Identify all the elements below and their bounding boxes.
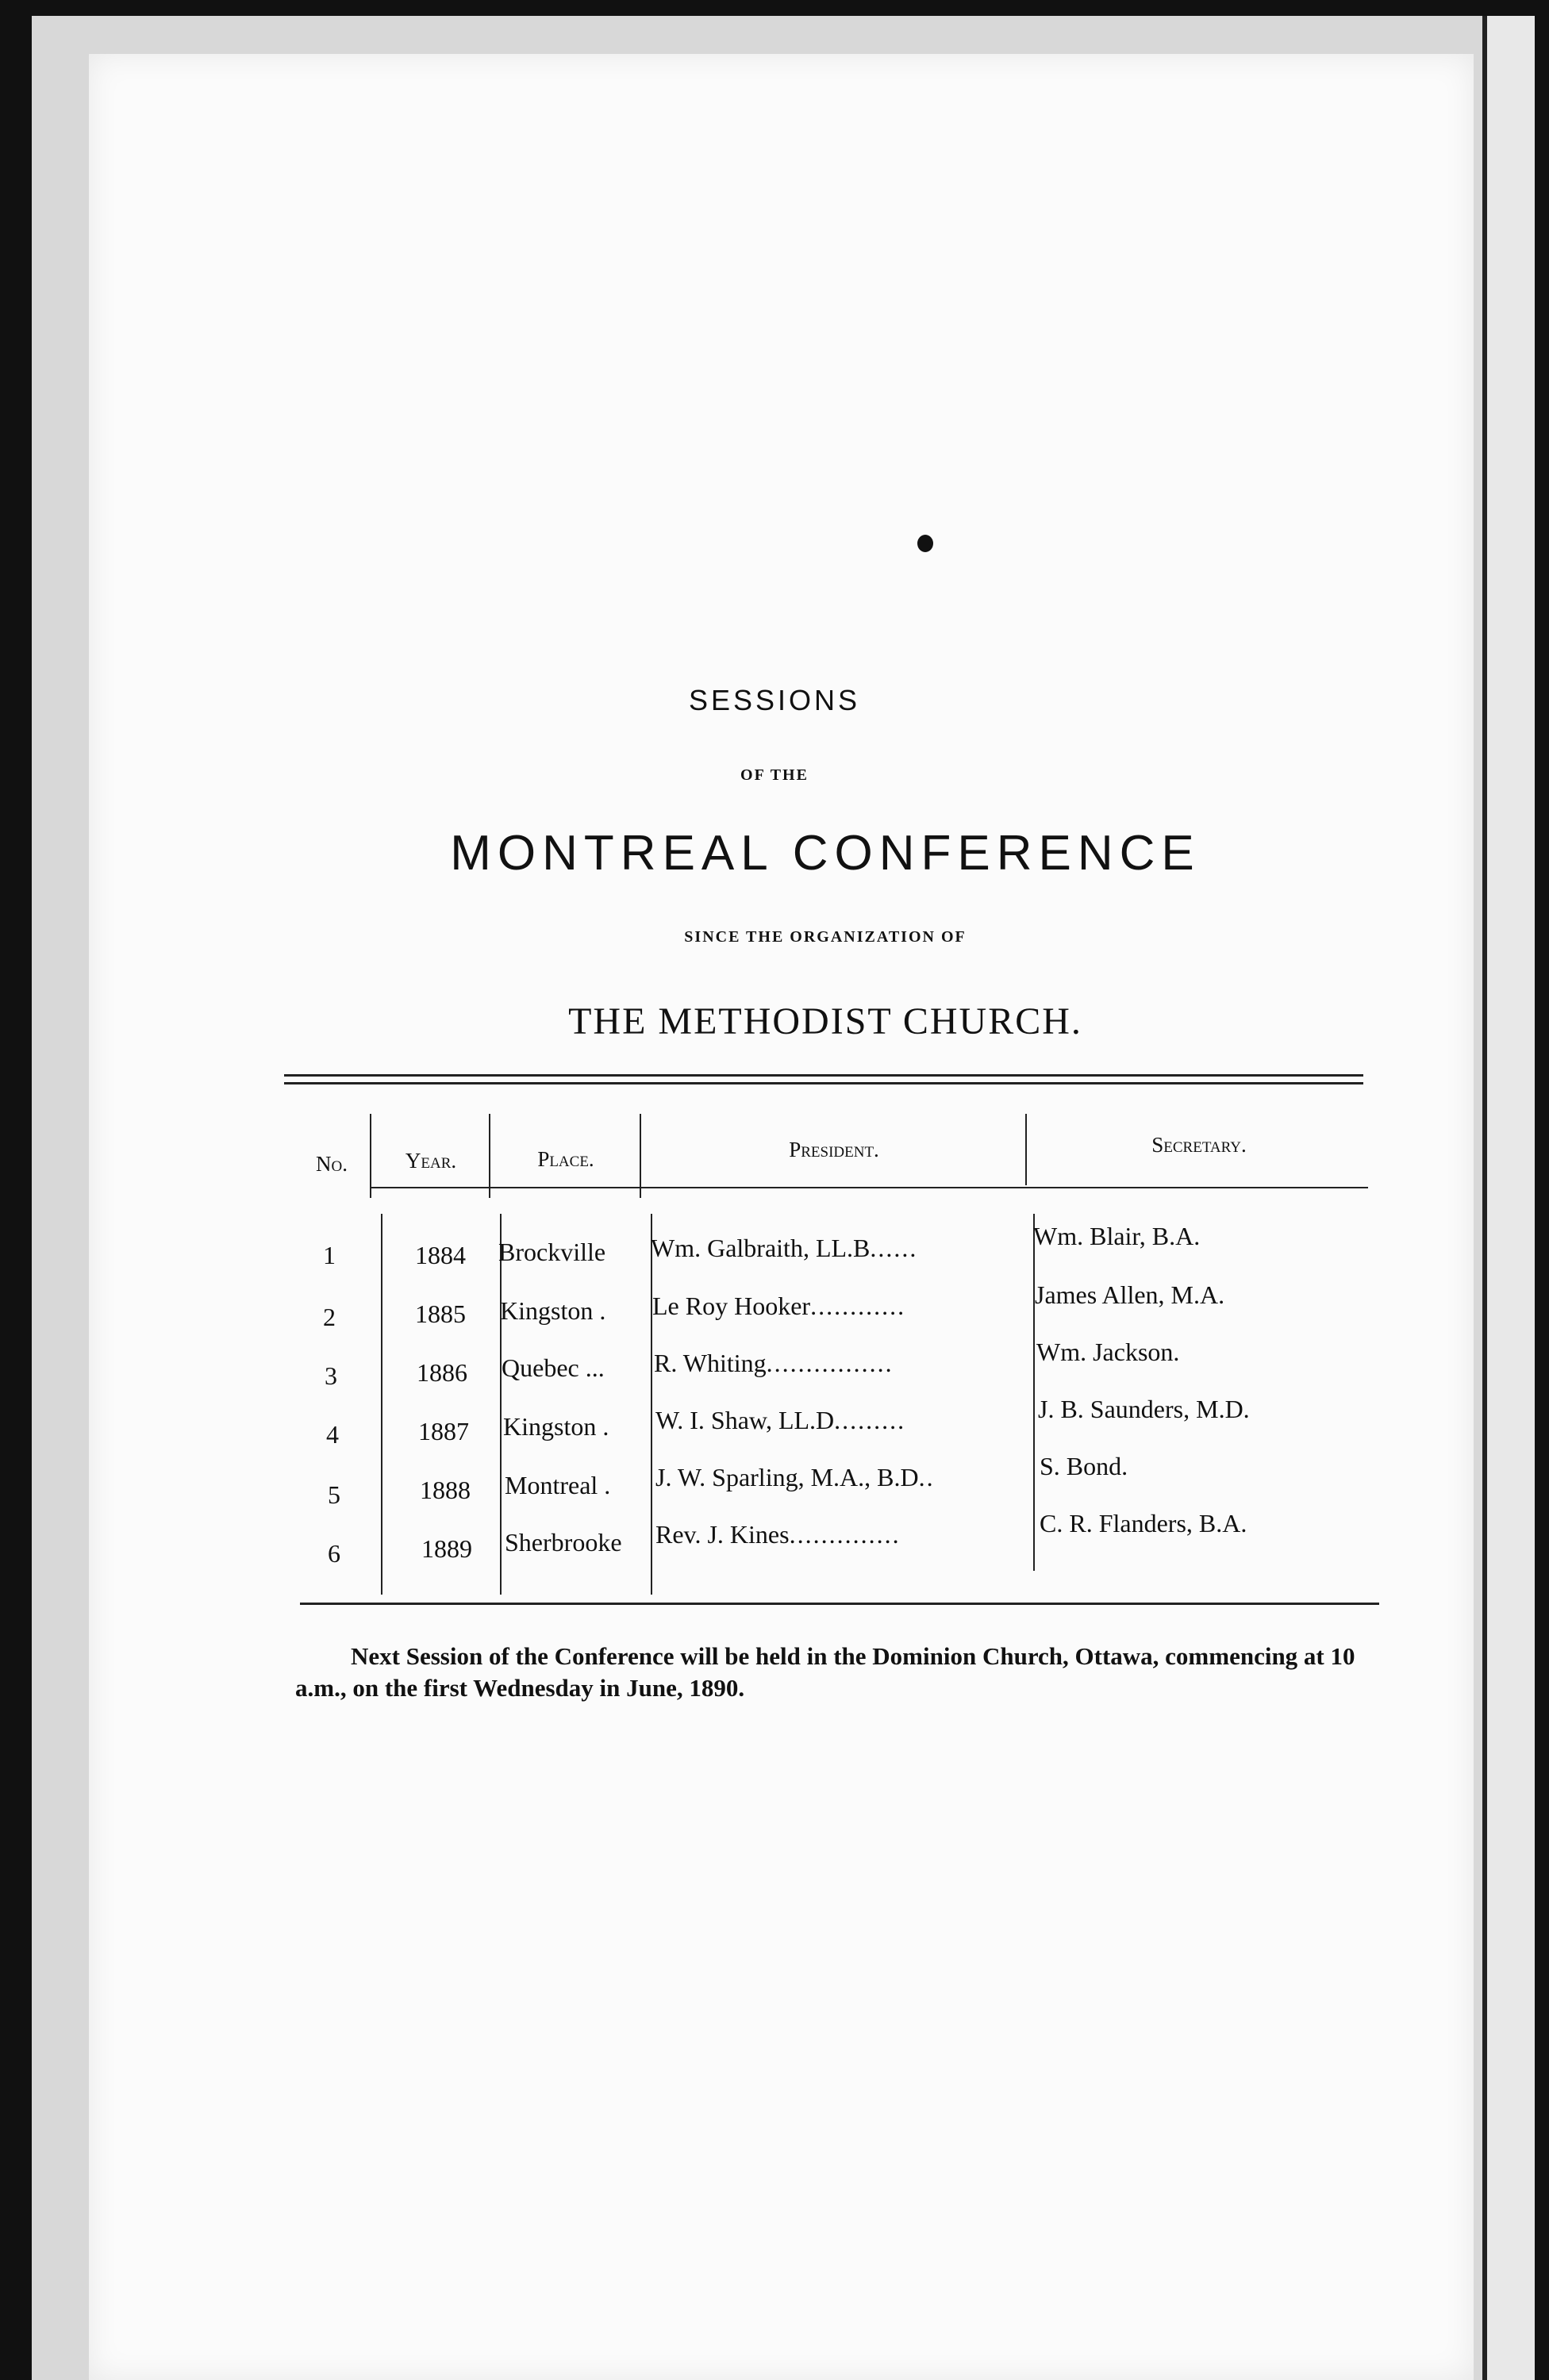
cell-year: 1887 bbox=[418, 1417, 469, 1445]
column-divider bbox=[1033, 1214, 1035, 1571]
table-top-rule-2 bbox=[284, 1082, 1363, 1084]
cell-president: Wm. Galbraith, LL.B...... bbox=[651, 1234, 918, 1262]
adjacent-page-edge bbox=[1482, 16, 1535, 2380]
column-divider bbox=[640, 1114, 641, 1198]
cell-place: Quebec ... bbox=[502, 1353, 605, 1382]
cell-year: 1888 bbox=[420, 1476, 471, 1504]
column-divider bbox=[370, 1114, 371, 1198]
cell-no: 1 bbox=[323, 1241, 336, 1269]
cell-president: R. Whiting................ bbox=[654, 1349, 894, 1377]
cell-secretary: Wm. Blair, B.A. bbox=[1033, 1222, 1201, 1250]
heading-conference: MONTREAL CONFERENCE bbox=[450, 826, 1201, 881]
heading-sessions: SESSIONS bbox=[688, 684, 861, 716]
heading-of-the: OF THE bbox=[740, 766, 809, 784]
cell-year: 1885 bbox=[415, 1299, 466, 1328]
header-place: Place. bbox=[537, 1147, 594, 1171]
header-president: President. bbox=[789, 1138, 879, 1161]
ink-dot bbox=[917, 535, 933, 552]
cell-president: W. I. Shaw, LL.D......... bbox=[655, 1406, 906, 1434]
cell-secretary: S. Bond. bbox=[1040, 1452, 1128, 1480]
cell-place: Montreal . bbox=[505, 1471, 611, 1499]
cell-year: 1884 bbox=[415, 1241, 466, 1269]
cell-president: Le Roy Hooker............ bbox=[652, 1292, 906, 1320]
cell-no: 3 bbox=[325, 1361, 337, 1390]
cell-president: Rev. J. Kines.............. bbox=[655, 1520, 901, 1549]
next-session-note: Next Session of the Conference will be held in the Dominion Church, Ottawa, commencing at 10 a.m., on the first Wednesday in June, 1890. bbox=[295, 1642, 1355, 1702]
heading-since: SINCE THE ORGANIZATION OF bbox=[684, 928, 967, 946]
column-divider bbox=[500, 1214, 502, 1595]
cell-no: 6 bbox=[328, 1539, 340, 1568]
cell-place: Kingston . bbox=[503, 1412, 609, 1441]
heading-church: THE METHODIST CHURCH. bbox=[568, 1000, 1082, 1042]
table-top-rule bbox=[284, 1074, 1363, 1077]
header-year: Year. bbox=[405, 1149, 457, 1173]
cell-no: 4 bbox=[326, 1420, 339, 1449]
cell-year: 1886 bbox=[417, 1358, 467, 1387]
cell-no: 2 bbox=[323, 1303, 336, 1331]
column-divider bbox=[489, 1114, 490, 1198]
document-page bbox=[89, 54, 1474, 2380]
cell-president: J. W. Sparling, M.A., B.D.. bbox=[655, 1463, 935, 1491]
column-divider bbox=[1025, 1114, 1027, 1185]
header-no: No. bbox=[316, 1152, 348, 1176]
cell-secretary: J. B. Saunders, M.D. bbox=[1038, 1395, 1250, 1423]
cell-secretary: James Allen, M.A. bbox=[1035, 1280, 1225, 1309]
cell-no: 5 bbox=[328, 1480, 340, 1509]
header-secretary: Secretary. bbox=[1151, 1133, 1247, 1157]
cell-secretary: Wm. Jackson. bbox=[1036, 1338, 1180, 1366]
column-divider bbox=[381, 1214, 382, 1595]
cell-secretary: C. R. Flanders, B.A. bbox=[1040, 1509, 1247, 1537]
table-bottom-rule bbox=[300, 1603, 1379, 1605]
cell-place: Kingston . bbox=[500, 1296, 606, 1325]
column-divider bbox=[651, 1214, 652, 1595]
cell-year: 1889 bbox=[421, 1534, 472, 1563]
cell-place: Sherbrooke bbox=[505, 1528, 622, 1557]
cell-place: Brockville bbox=[498, 1238, 606, 1266]
header-bottom-rule bbox=[370, 1187, 1368, 1188]
